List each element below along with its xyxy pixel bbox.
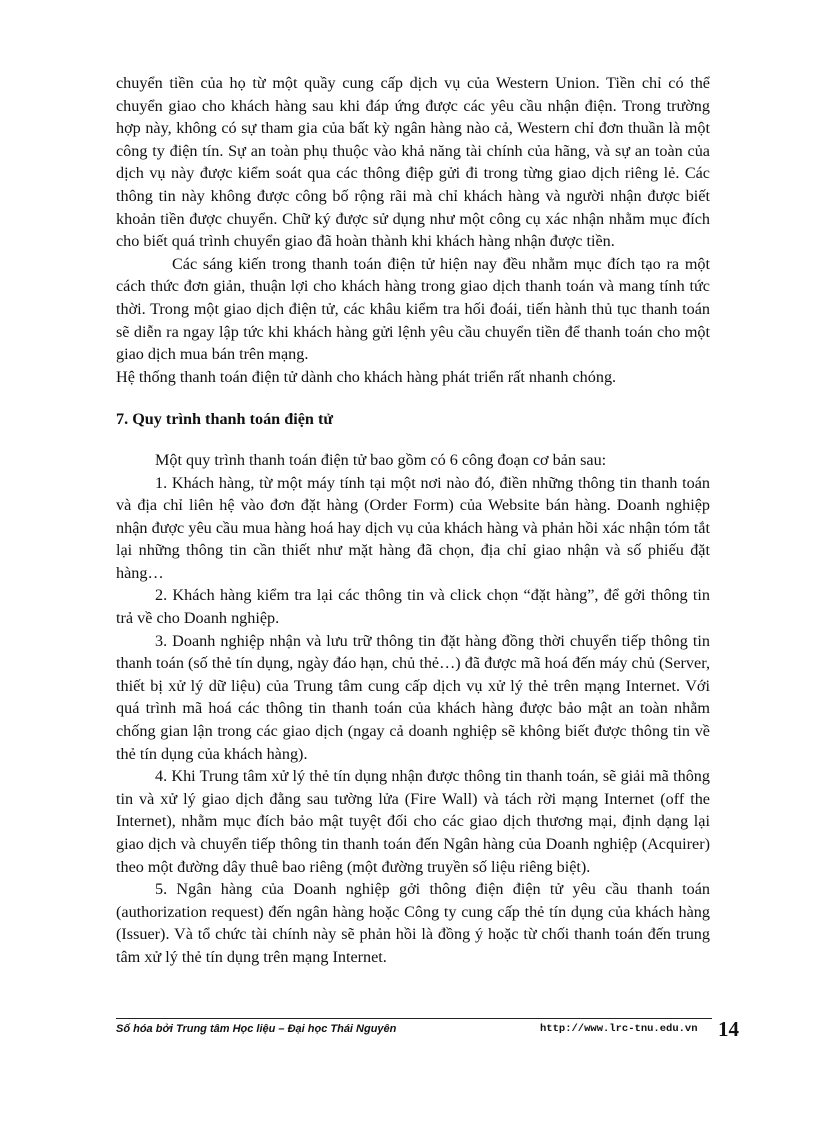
paragraph-initiatives: Các sáng kiến trong thanh toán điện tử hiện nay đều nhằm mục đích tạo ra một cách thức đơn giản, thuận lợi cho khách hàng trong giao dịch thanh toán và mang tính tức thời. Trong một giao dịch điện tử, các khâu kiểm tra hối đoái, tiến hành thủ tục thanh toán sẽ diễn ra ngay lập tức khi khách hàng gửi lệnh yêu cầu chuyển tiền để thanh toán cho một giao dịch mua bán trên mạng. <box>116 254 710 364</box>
footer-divider <box>116 1018 712 1019</box>
list-item-step-4: 4. Khi Trung tâm xử lý thẻ tín dụng nhận được thông tin thanh toán, sẽ giải mã thông tin và xử lý giao dịch đằng sau tường lửa (Fire Wall) và tách rời mạng Internet (off the Internet), nhằm mục đích bảo mật tuyệt đối cho các giao dịch thương mại, định dạng lại giao dịch và chuyển tiếp thông tin thanh toán đến Ngân hàng của Doanh nghiệp (Acquirer) theo một đường dây thuê bao riêng (một đường truyền số liệu riêng biệt). <box>116 767 710 876</box>
footer-url-link[interactable]: http://www.lrc-tnu.edu.vn <box>540 1023 698 1035</box>
list-item-step-5: 5. Ngân hàng của Doanh nghiệp gởi thông điện điện tử yêu cầu thanh toán (authorization request) đến ngân hàng hoặc Công ty cung cấp thẻ tín dụng của khách hàng (Issuer). Và tổ chức tài chính này sẽ phản hồi là đồng ý hoặc từ chối thanh toán đến trung tâm xử lý thẻ tín dụng trên mạng Internet. <box>116 880 710 966</box>
list-item-step-2: 2. Khách hàng kiểm tra lại các thông tin và click chọn “đặt hàng”, để gởi thông tin trả về cho Doanh nghiệp. <box>116 586 710 628</box>
body-text <box>116 72 710 969</box>
paragraph-western-union: chuyển tiền của họ từ một quầy cung cấp dịch vụ của Western Union. Tiền chỉ có thể chuyển giao cho khách hàng sau khi đáp ứng được các yêu cầu nhận điện. Trong trường hợp này, không có sự tham gia của bất kỳ ngân hàng nào cả, Western chỉ đơn thuần là một công ty điện tín. Sự an toàn phụ thuộc vào khả năng tài chính của hãng, và sự an toàn của dịch vụ này được kiểm soát qua các thông điệp gửi đi trong từng giao dịch riêng lẻ. Các thông tin này không được công bố rộng rãi mà chỉ khách hàng và người nhận được biết khoản tiền được chuyển. Chữ ký được sử dụng như một công cụ xác nhận nhằm mục đích cho biết quá trình chuyển giao đã hoàn thành khi khách hàng nhận được tiền. <box>116 74 710 251</box>
list-item-step-1: 1. Khách hàng, từ một máy tính tại một nơi nào đó, điền những thông tin thanh toán và địa chỉ liên hệ vào đơn đặt hàng (Order Form) của Website bán hàng. Doanh nghiệp nhận được yêu cầu mua hàng hoá hay dịch vụ của khách hàng và phản hồi xác nhận tóm tắt lại những thông tin cần thiết như mặt hàng đã chọn, địa chỉ giao nhận và số phiếu đặt hàng… <box>116 473 710 582</box>
section-heading: 7. Quy trình thanh toán điện tử <box>116 410 334 429</box>
list-item-step-3: 3. Doanh nghiệp nhận và lưu trữ thông tin đặt hàng đồng thời chuyển tiếp thông tin thanh toán (số thẻ tín dụng, ngày đáo hạn, chủ thẻ…) đã được mã hoá đến máy chủ (Server, thiết bị xử lý dữ liệu) của Trung tâm cung cấp dịch vụ xử lý thẻ trên mạng Internet. Với quá trình mã hoá các thông tin thanh toán của khách hàng được bảo mật an toàn nhằm chống gian lận trong các giao dịch (ngay cả doanh nghiệp sẽ không biết được thông tin về thẻ tín dụng của khách hàng). <box>116 631 710 763</box>
paragraph-intro: Một quy trình thanh toán điện tử bao gồm có 6 công đoạn cơ bản sau: <box>155 450 607 469</box>
paragraph-growth: Hệ thống thanh toán điện tử dành cho khách hàng phát triển rất nhanh chóng. <box>116 367 617 386</box>
page-number: 14 <box>718 1017 739 1041</box>
footer-credit: Số hóa bởi Trung tâm Học liệu – Đại học Thái Nguyên <box>116 1023 397 1035</box>
